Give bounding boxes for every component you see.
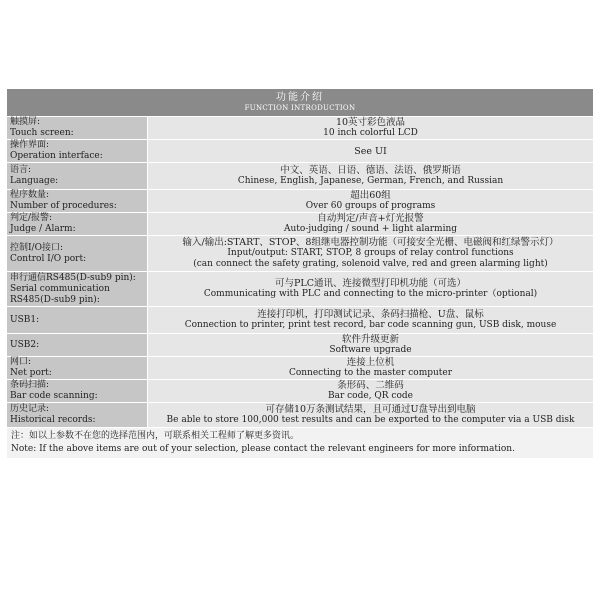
row-value (147, 357, 593, 379)
row-label-line: 控制I/O接口: (10, 242, 63, 253)
row-label-line: 判定/报警: (10, 213, 53, 223)
row-value-line: (can connect the safety grating, solenoid valve, red and green alarming light) (193, 259, 548, 269)
table-row (7, 307, 593, 334)
table-row (7, 236, 593, 272)
row-label-line: Judge / Alarm: (10, 224, 76, 234)
row-value-line: Over 60 groups of programs (305, 201, 436, 211)
row-label (7, 117, 147, 139)
row-value-line: Bar code, QR code (328, 391, 413, 401)
row-label-line: Serial communication (10, 283, 110, 294)
row-value-line: Software upgrade (329, 345, 412, 355)
row-value-line: 可存储10万条测试结果，且可通过U盘导出到电脑 (265, 404, 476, 415)
row-value-line: Auto-judging / sound + light alarming (284, 224, 457, 234)
table-row (7, 403, 593, 428)
row-label-line: USB1: (10, 314, 40, 325)
notes (7, 428, 593, 458)
row-value (147, 403, 593, 427)
row-value-line: 自动判定/声音+灯光报警 (317, 213, 424, 224)
row-label-line: 操作界面: (10, 140, 50, 150)
row-label (7, 236, 147, 271)
row-value-line: 软件升级更新 (341, 334, 399, 345)
row-value-line: 可与PLC通讯、连接微型打印机功能（可选） (275, 278, 466, 289)
row-label-line: Bar code scanning: (10, 391, 98, 401)
row-label-line: Touch screen: (10, 128, 74, 138)
row-value-line: Input/output: START, STOP, 8 groups of relay control functions (227, 248, 514, 258)
row-value-line: 超出60组 (350, 190, 391, 201)
row-label-line: USB2: (10, 339, 40, 350)
row-label-line: 语言: (10, 165, 32, 175)
row-label (7, 140, 147, 162)
table-row (7, 117, 593, 140)
row-value (147, 236, 593, 271)
table-row (7, 213, 593, 236)
table-row (7, 357, 593, 380)
row-label (7, 403, 147, 427)
header-title-en: FUNCTION INTRODUCTION (244, 104, 356, 112)
row-value (147, 117, 593, 139)
row-label-line: Language: (10, 176, 59, 186)
row-value (147, 213, 593, 235)
row-label (7, 380, 147, 402)
row-value-line: 10 inch colorful LCD (323, 128, 418, 138)
row-value (147, 334, 593, 356)
row-label-line: 触摸屏: (10, 117, 41, 127)
row-label (7, 357, 147, 379)
row-value-line: Chinese, English, Japanese, German, French, and Russian (237, 176, 504, 186)
row-value (147, 190, 593, 212)
row-label (7, 272, 147, 306)
row-value (147, 163, 593, 189)
table-row (7, 272, 593, 307)
row-value-line: 10英寸彩色液晶 (335, 117, 406, 128)
row-value (147, 307, 593, 333)
row-value (147, 272, 593, 306)
row-value-line: 连接上位机 (346, 357, 395, 368)
row-label (7, 307, 147, 333)
row-value (147, 380, 593, 402)
row-label (7, 190, 147, 212)
row-label-line: Control I/O port: (10, 253, 87, 264)
row-label (7, 163, 147, 189)
row-label (7, 213, 147, 235)
table-row (7, 334, 593, 357)
row-value (147, 140, 593, 162)
header-title-zh: 功能介绍 (276, 92, 324, 103)
row-label-line: 条码扫描: (10, 380, 50, 390)
row-value-line: Communicating with PLC and connecting to the micro-printer（optional) (203, 289, 538, 299)
table-header (7, 89, 593, 117)
row-value-line: Connection to printer, print test record, bar code scanning gun, USB disk, mouse (184, 320, 557, 330)
row-label-line: Operation interface: (10, 151, 103, 161)
table-row (7, 380, 593, 403)
table-row (7, 163, 593, 190)
row-label-line: 历史记录: (10, 404, 50, 414)
row-value-line: 输入/输出:START、STOP、8组继电器控制功能（可接安全光栅、电磁阀和红绿警示灯） (182, 237, 559, 248)
row-value-line: 条形码、二维码 (337, 380, 404, 391)
note-en: Note: If the above items are out of your selection, please contact the relevant engineers for more information. (11, 444, 515, 454)
row-label-line: Number of procedures: (10, 201, 117, 211)
row-label-line: RS485(D-sub9 pin): (10, 294, 100, 305)
row-value-line: Be able to store 100,000 test results and can be exported to the computer via a USB disk (166, 415, 575, 425)
note-zh: 注：如以上参数不在您的选择范围内，可联系相关工程师了解更多资讯。 (11, 431, 300, 441)
table-row (7, 140, 593, 163)
row-value-line: 连接打印机，打印测试记录、条码扫描枪、U盘、鼠标 (257, 309, 484, 320)
row-label-line: 程序数量: (10, 190, 50, 200)
function-table (7, 89, 593, 458)
row-value-line: See UI (354, 145, 387, 157)
row-label (7, 334, 147, 356)
row-value-line: Connecting to the master computer (288, 368, 453, 378)
row-label-line: Net port: (10, 368, 52, 378)
row-label-line: Historical records: (10, 415, 96, 425)
row-value-line: 中文、英语、日语、德语、法语、俄罗斯语 (280, 165, 461, 176)
table-row (7, 190, 593, 213)
row-label-line: 串行通信RS485(D-sub9 pin): (10, 272, 136, 283)
row-label-line: 网口: (10, 357, 32, 367)
table-body (7, 117, 593, 428)
